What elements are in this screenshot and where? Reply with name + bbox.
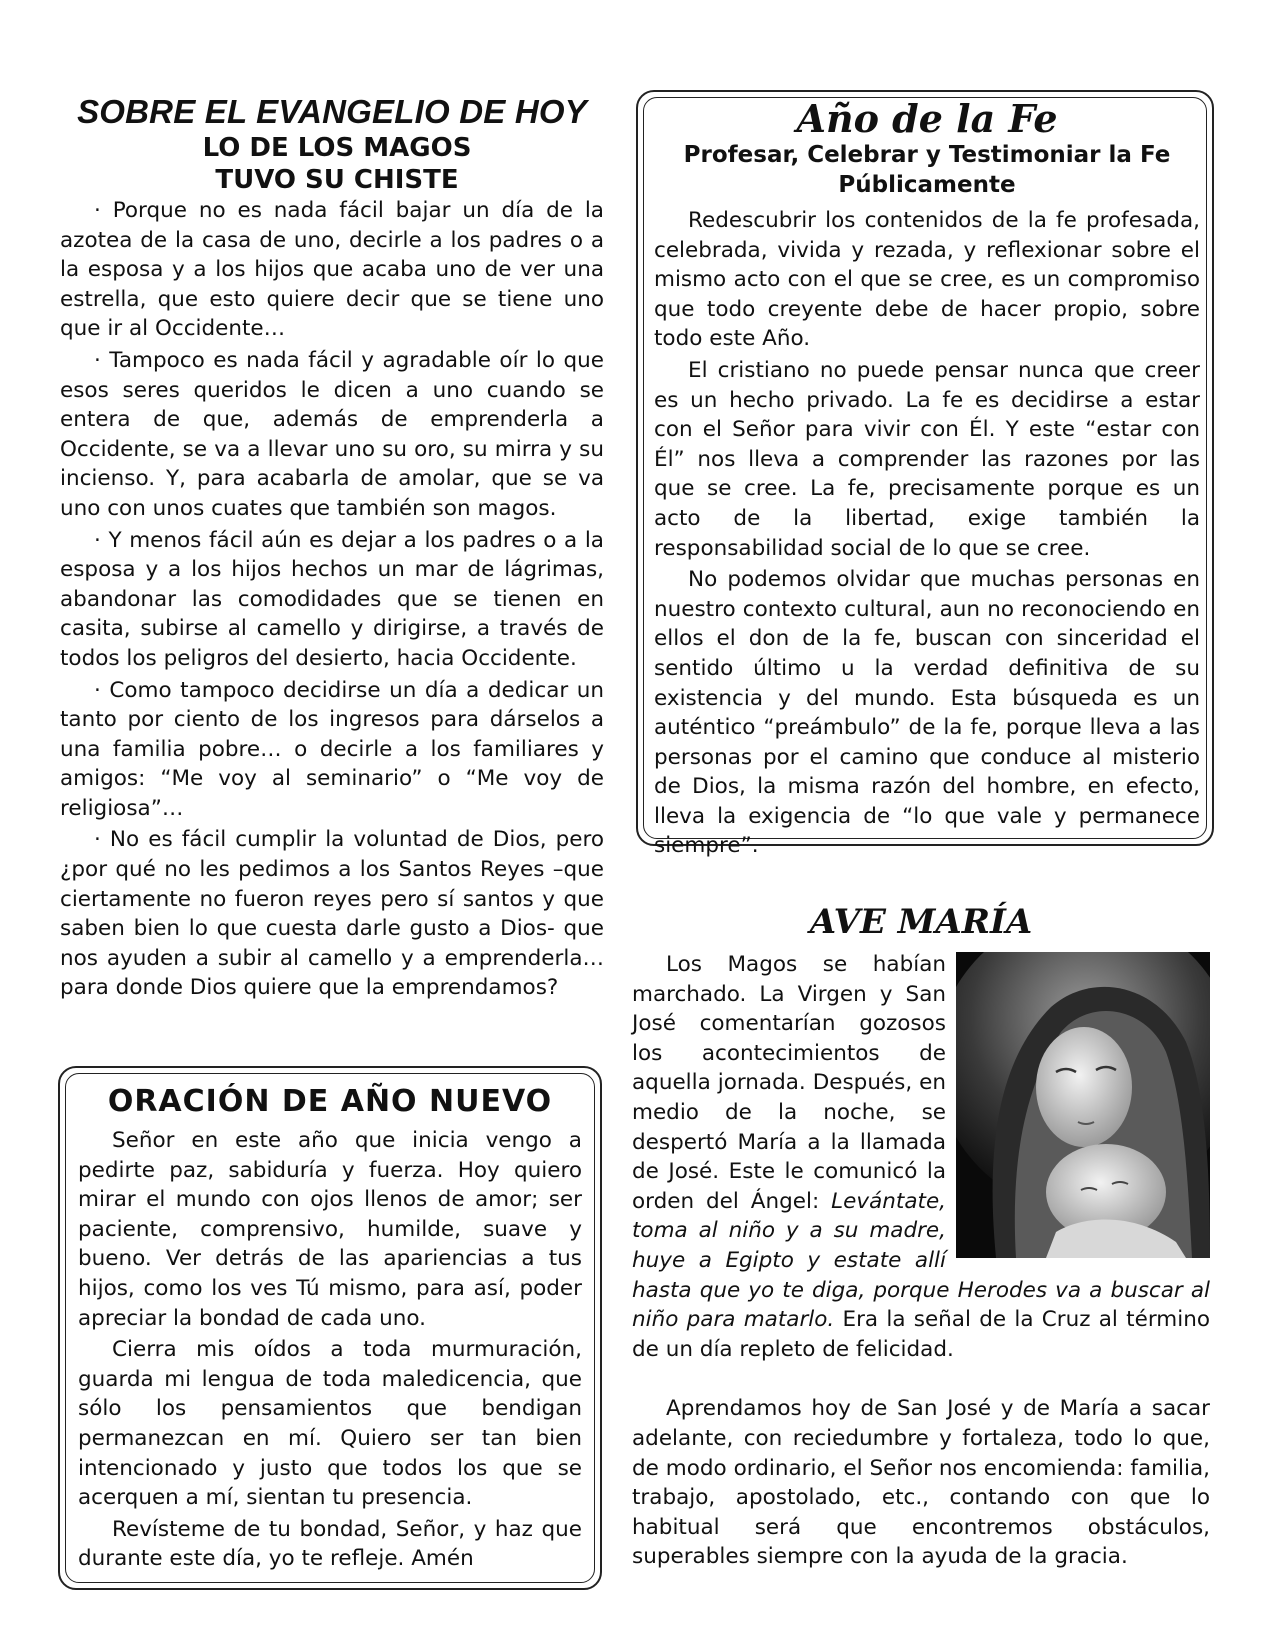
evangelio-article — [60, 92, 604, 1005]
evangelio-subtitle-2: TUVO SU CHISTE — [215, 165, 459, 195]
evangelio-paragraph: · No es fácil cumplir la voluntad de Dios, pero ¿por qué no les pedimos a los Santos Reyes –que ciertamente no fueron reyes pero sí santos y que saben bien lo que cuesta darle gusto a Dios- que nos ayuden a subir al camello y a emprenderla… para donde Dios quiere que la emprendamos? — [60, 827, 604, 1001]
evangelio-subtitle-1: LO DE LOS MAGOS — [202, 133, 472, 163]
oracion-inner-frame — [65, 1073, 595, 1583]
ano-de-la-fe-subtitle: Profesar, Celebrar y Testimoniar la Fe Públicamente — [683, 142, 1171, 198]
ano-de-la-fe-inner-frame — [643, 96, 1207, 859]
evangelio-paragraph: · Como tampoco decidirse un día a dedicar un tanto por ciento de los ingresos para dárselos a una familia pobre… o decirle a los familiares y amigos: “Me voy al seminario” o “Me voy de religiosa”… — [60, 677, 604, 821]
ave-maria-paragraph-1-end: Era la señal de la Cruz al término de un día repleto de felicidad. — [632, 1307, 1210, 1362]
fe-paragraph: El cristiano no puede pensar nunca que creer es un hecho privado. La fe es decidirse a estar con el Señor para vivir con Él. Y este “estar con Él” nos lleva a comprender las razones por las que se cree. La fe, precisamente porque es un acto de la libertad, exige también la responsabilidad social de lo que se cree. — [654, 357, 1200, 561]
fe-paragraph: No podemos olvidar que muchas personas en nuestro contexto cultural, aun no reconociendo en ellos el don de la fe, buscan con sinceridad el sentido último u la verdad definitiva de su existencia y del mundo. Esta búsqueda es un auténtico “preámbulo” de la fe, porque lleva a las personas por el camino que conduce al misterio de Dios, la misma razón del hombre, en efecto, lleva la exigencia de “lo que vale y permanece siempre”. — [654, 567, 1200, 859]
madonna-and-child-image — [956, 952, 1210, 1258]
ano-de-la-fe-title: Año de la Fe — [796, 96, 1058, 141]
evangelio-paragraph: · Porque no es nada fácil bajar un día de la azotea de la casa de uno, decirle a los padres o a la esposa y a los hijos que acaba uno de ver una estrella, que esto quiere decir que se tiene uno que ir al Occidente… — [60, 198, 604, 342]
oracion-paragraph: Señor en este año que inicia vengo a pedirte paz, sabiduría y fuerza. Hoy quiero mirar el mundo con ojos llenos de amor; ser paciente, comprensivo, humilde, suave y bueno. Ver detrás de las apariencias a tus hijos, como los ves Tú mismo, para así, poder apreciar la bondad de cada uno. — [78, 1128, 582, 1331]
ave-maria-paragraph-1-start: Los Magos se habían marchado. La Virgen y San José comentarían gozosos los acontecimientos de aquella jornada. Después, en medio de la noche, se despertó María a la llamada de José. Este le comunicó la orden del Ángel: — [632, 952, 946, 1214]
fe-paragraph: Redescubrir los contenidos de la fe profesada, celebrada, vivida y rezada, y reflexionar sobre el mismo acto con el que se cree, es un compromiso que todo creyente debe de hacer propio, sobre todo este Año. — [654, 208, 1200, 352]
ave-maria-paragraph-2: Aprendamos hoy de San José y de María a sacar adelante, con reciedumbre y fortaleza, todo lo que, de modo ordinario, el Señor nos encomienda: familia, trabajo, apostolado, etc., contando con que lo habitual será que encontremos obstáculos, superables siempre con la ayuda de la gracia. — [632, 1396, 1210, 1570]
evangelio-title: SOBRE EL EVANGELIO DE HOY — [77, 93, 587, 130]
evangelio-paragraph: · Y menos fácil aún es dejar a los padres o a la esposa y a los hijos hechos un mar de lágrimas, abandonar las comodidades que se tienen en casita, subirse al camello y dirigirse, a través de todos los peligros del desierto, hacia Occidente. — [60, 527, 604, 671]
oracion-paragraph: Revísteme de tu bondad, Señor, y haz que durante este día, yo te refleje. Amén — [78, 1516, 582, 1572]
ave-maria-title: AVE MARÍA — [809, 902, 1033, 942]
oracion-title: ORACIÓN DE AÑO NUEVO — [107, 1084, 553, 1119]
evangelio-paragraph: · Tampoco es nada fácil y agradable oír lo que esos seres queridos le dicen a uno cuando se entera de que, además de emprenderla a Occidente, se va a llevar uno su oro, su mirra y su incienso. Y, para acabarla de amolar, que se va uno con unos cuates que también son magos. — [60, 347, 604, 521]
oracion-box — [58, 1066, 602, 1590]
oracion-paragraph: Cierra mis oídos a toda murmuración, guarda mi lengua de toda maledicencia, que sólo los pensamientos que bendigan permanezcan en mí. Quiero ser tan bien intencionado y justo que todos los que se acerquen a mí, sientan tu presencia. — [78, 1337, 582, 1511]
ano-de-la-fe-box — [636, 90, 1214, 859]
ave-maria-article — [632, 900, 1210, 1574]
ave-maria-paragraph-1-quote: Levántate, toma al niño y a su madre, huye a Egipto y estate allí hasta que yo te diga, porque Herodes va a buscar al niño para matarlo. — [632, 1188, 1210, 1333]
